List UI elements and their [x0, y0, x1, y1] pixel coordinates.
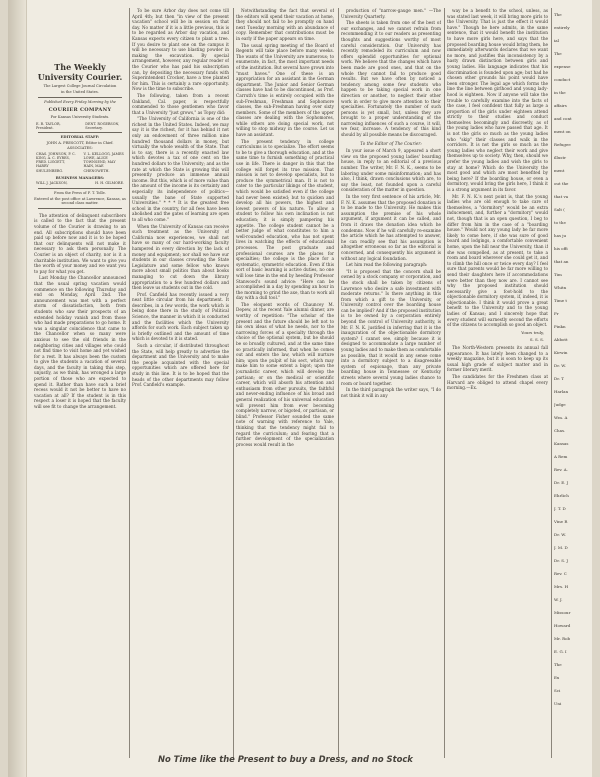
article-paragraph: When the University of Kansas can receive such treatment as the University of California now experiences, we shall not have so many of our hard-working faculty hampered in every direction by the lack of money and equipment; nor shall we have our students in our classes crowding the State Legislature and some fellow who knows more about small politics than about books managing to cut down the library appropriation to a few hundred dollars and then leave us students out in the cold. — [132, 223, 229, 291]
managing-editor: JOHN A. PRESCOTT, Editor in Chief. — [46, 140, 114, 145]
masthead-tagline-1: The Largest College Journal Circulation — [43, 84, 117, 88]
business-left: WILL J. JACKSON, — [36, 181, 68, 186]
cropped-line: The — [554, 662, 562, 667]
cropped-line: Salt ( — [554, 207, 565, 212]
cropped-line: Ehrlich — [554, 493, 569, 498]
masthead-divider — [38, 132, 122, 133]
masthead-for: For Kansas University Students. — [50, 115, 110, 120]
cropped-line: Dr. S. J — [554, 558, 568, 563]
masthead-divider — [38, 97, 122, 98]
cropped-line: Wm. A — [554, 415, 568, 420]
masthead-officers — [36, 122, 124, 130]
cropped-line: E. G. I — [554, 649, 567, 654]
article-paragraph: The candidates for the Freshmen class at Harvard are obliged to attend chapel every morning.—Ex. — [447, 374, 548, 391]
cropped-line: has ju — [554, 233, 567, 238]
cropped-line: Harlan — [554, 389, 569, 394]
letter-paragraph: Mr. F. N. K.'s next point is, that the young ladies who are old enough to take care of themselves, a "dormitory" would be an extra inducement, and, further a "dormitory" would not, though that is an open question, I beg to differ from him in the case of a "boarding house." Would not any young lady be far more likely to come here, if she was sure of good board and lodgings, a comfortable convenient home, upon the hill near the University, than if she was compelled, as at present, to take a room and board wherever she could get it, and to climb the hill once or twice every day? I feel sure that parents would be far more willing to send their daughters here if accommodations were better than they now are. I cannot see why the proposed institution should necessarily give a foot-hold to the objectionable dormitory system, if, indeed, it is objectionable. I think it would prove a great benefit to the University and to the young ladies of Kansas; and I sincerely hope that every student will earnestly second the efforts of the citizens to accomplish so good an object. — [447, 193, 548, 328]
article-paragraph: "The University of California is one of the richest in the United States. Indeed, we may say it is the richest, for it has behind it not only an endowment of three million nine hundred thousand dollars in money, but virtually the whole wealth of the State. That is to say, there is a recently enacted law which devotes a tax of one cent on the hundred dollars to the University; and as the rate at which the State is growing this will presently produce an immense annual income. But this, which is of more value than the amount of the income is its certainty and especially its independence of politics—usually the bane of State supported Universities." * * * It is the greatest free school in the country, for all fees have been abolished and the gates of learning are open to all who come." — [132, 116, 229, 222]
letter-paragraph: "It is proposed that the concern shall be owned by a stock company or corporation, and the stock shall be taken by citizens of Lawrence who desire a safe investment with moderate returns." Is there anything in this from which a gift to the University, or University control over the boarding house can be implied? And if the proposed institution is to be owned by a corporation entirely beyond the control of University authority, is Mr. F. N. K. justified in inferring that it is the inauguration of the objectionable dormitory system? I cannot see, simply because it is designed to accommodate a large number of young ladies and to make them as comfortable as possible, that it would in any sense come into a dormitory subject to a disagreeable system of espionage, than any private boarding house in Tennessee or Kentucky streets where several young ladies chance to room or board together. — [341, 268, 441, 386]
cropped-line: Uni — [554, 701, 562, 706]
cropped-line: Time t — [554, 298, 567, 303]
letter-paragraph: In the third paragraph the writer says, "I do not think it will in any — [341, 387, 441, 398]
newspaper-page — [8, 0, 592, 777]
column-rule — [444, 8, 445, 758]
associates-heading: ASSOCIATES: — [67, 146, 93, 151]
cropped-line: Kansas — [554, 441, 569, 446]
article-paragraph: The eloquent words of Chauncey M. Depew, at the recent Yale alumni dinner, are worthy of repetition: "The scholar of the present and the future should be left not to his own ideas of what he needs, nor to the narrowing forces of a specialty through the choice of the optional system, but he should be so broadly cultured, and at the same time so practically informed, that when he comes out and enters the law, which will nurture him; upon the pulpit of his sect, which may make him to some extent a bigot; upon the journalistic career, which will develop the partisan; or on the medical or scientific career, which will absorb his attention and enthusiasm from other pursuits, the faithful and never-ending influence of his broad and general realization of his universal education will prevent him from ever becoming completely narrow, or bigoted, or partisan, or blind." Professor Fisher sounded the same note of warning with reference to Yale, thinking that the tendency might fail to regard the curriculum; and fearing that a further development of the specialization process would result in the — [236, 301, 334, 447]
masthead-divider — [38, 208, 122, 209]
letter-signoff: Yours truly, — [521, 329, 544, 335]
cropped-line: entirely — [554, 25, 570, 30]
cropped-line: Whitn — [554, 285, 567, 290]
article-paragraph: production of "narrow-gauge men." —The University Quarterly. — [341, 8, 441, 19]
business-heading: BUSINESS MANAGERS: — [55, 175, 105, 180]
cropped-line: out the — [554, 181, 569, 186]
editorial-staff-heading: EDITORIAL STAFF: — [60, 135, 100, 140]
cropped-line: ment — [554, 168, 565, 173]
cropped-line: Refugee — [554, 142, 571, 147]
masthead-company: COURIER COMPANY — [48, 107, 112, 114]
cropped-line: Kirwin — [554, 350, 568, 355]
article-paragraph: The usual spring meeting of the Board of Regents will take place before many weeks. The wants of the University are numerous; to enumerate, in fact, the most important needs of the institution. But several have grown into "must haves." One of these is an appropriation for an assistant in the German department. The Junior and Senior German classes have had to be discontinued, as Prof. Carruth's time is entirely occupied with the sub-Freshman, Freshman and Sophomore classes, the sub-Freshman having over sixty members. Some of the members of the upper classes are dealing with the Sophomores, while others are doing special work, not willing to stop midway in the course. Let us have an assistant. — [236, 42, 334, 138]
masthead-entered: Entered at the post office at Lawrence, Kansas, as second class matter. — [34, 197, 126, 206]
cropped-line: J. M. D — [554, 545, 568, 550]
cropped-line: Mr. Rob — [554, 636, 571, 641]
cropped-line: to the — [554, 220, 566, 225]
cropped-line: ial — [554, 38, 559, 43]
letter-heading: To the Editor of The Courier: — [360, 140, 422, 146]
cropped-line: conduct — [554, 77, 571, 82]
article-paragraph: Prof. Canfield has recently issued a very neat little circular from his department. It describes, in a few words, the work which is being done there in the study of Political Science, the manner in which it is conducted and the facilities which the University affords for such work. Each subject taken up is briefly outlined and the amount of time which is devoted to it is stated. — [132, 291, 229, 342]
column-rule — [233, 8, 234, 758]
article-paragraph: To be sure Arbor day does not come till April 4th; but then "in view of the present vacation" school will be in session on that day. No matter if it is a little previous, this is to be regarded as Arbor day vacation, and Kansas expects every citizen to plant a tree. If you desire to plant one on the campus it will be necessary to use blasting powder in making the excavation. By special arrangement, however, any regular reader of the Courier who has paid his subscription can, by depositing the necessary funds with Superintendent Crocker, have a tree planted for him. This is certainly a rare opportunity. Now is the time to subscribe. — [132, 8, 229, 92]
cropped-line: illustr — [554, 155, 566, 160]
column-rule — [129, 8, 130, 758]
page-binding-edge — [8, 0, 27, 777]
cropped-line: Howard — [554, 623, 571, 628]
cropped-line: The — [554, 51, 562, 56]
cropped-line: Dr. E. J — [554, 480, 569, 485]
article-paragraph: Such a circular, if distributed throughout the State, will help greatly to advertise the department and the University and to make the people acquainted with the special opportunities which are offered here for study in this line. It is to be hoped that the heads of the other departments may follow Prof. Canfield's example. — [132, 343, 229, 388]
masthead-tagline-2: in the United States. — [61, 90, 99, 95]
cropped-line: Mrs. H — [554, 584, 569, 589]
cropped-line: in the — [554, 90, 566, 95]
column-rule — [338, 8, 339, 758]
cropped-line: The — [554, 12, 562, 17]
cropped-line: his offi — [554, 246, 568, 251]
column-4 — [341, 8, 441, 763]
cropped-line: J. T. D — [554, 506, 566, 511]
cropped-line: Rev. C — [554, 571, 567, 576]
cropped-line: that va — [554, 194, 569, 199]
masthead-published: Published Every Friday Morning by the — [44, 99, 116, 104]
cropped-line: affairs — [554, 103, 567, 108]
cropped-line: A Rem — [554, 454, 568, 459]
cropped-line: that an — [554, 259, 569, 264]
cropped-line: Chas. — [554, 428, 566, 433]
masthead-divider — [38, 188, 122, 189]
article-paragraph: The sheets is taken from one of the best of our exchanges, and we cannot refrain from recommending it to our readers as presenting thoughts and suggestions worthy of most careful consideration. Our University has recently remodeled its curriculum and now offers splendid opportunities for optional work. We believe that the changes which have been made are good ones, and that on the whole they cannot fail to produce good results. But we have often by noticed a tendency among some few students who happen to be taking special work in one direction or another, to neglect their other work in order to give more attention to their specialties. Fortunately the number of such persons is yet small, but, unless they are brought to a proper understanding of the narrowing influences of such a course, it will, we fear, increase. A tendency of this kind should by all possible means be discouraged. — [341, 20, 441, 138]
officer-president: E. R. TAYLOR, President. — [36, 121, 61, 130]
column-3 — [236, 8, 334, 763]
article-paragraph: The present tendency in college curriculums is to specialize. The effort seems to be to give a thorough education, and at the same time to furnish something of practical use in life. There is danger in this that the college will forget its true mission. That mission is not to develop specialists, but to produce the symmetrical man. It is not to cater to the particular likings of the student, which would be satisfied even if the college had never been existed; but to quicken and develop all his powers, the highest and lowest powers of his nature. To allow a student to follow his own inclination is not education; it is simply pampering his appetite. The college student cannot be a better judge of what constitutes to him a well-rounded education, who has not spent lives in watching the effects of educational processes. The post graduate and professional courses are the places for specialties; the college is the place for a systematic, symmetric education. Even if this sort of basic learning is active duties, no one will lose time in the end by heeding Professor Stanwood's sound advice: "Here can be accomplished in a day by spending an hour in the morning to grind the axe, than to work all day with a dull tool." — [236, 138, 334, 301]
column-5 — [447, 8, 548, 763]
cropped-line: Dr. T — [554, 376, 564, 381]
cropped-line: and cont — [554, 116, 572, 121]
article-paragraph: The attention of delinquent subscribers is called to the fact that the present volume of the Courier is drawing to an end. All subscriptions should have been paid up before now and it is to be hoped that our delinquents will not make it necessary to ask them personally. The Courier is an object of charity, nor is it a charitable institution. We want to give you the worth of your money and we want you to pay for what you get. — [34, 212, 126, 274]
cropped-line: Sci — [554, 688, 561, 693]
cropped-line: ment on — [554, 129, 571, 134]
officer-secretary: DENT. ROGERSON, Secretary. — [85, 121, 120, 130]
masthead — [34, 62, 126, 209]
cropped-line: Abbott — [554, 337, 568, 342]
footer-advertisement: No Time like the Present to buy a Dress, and no Stock — [158, 754, 413, 764]
cropped-line: Vine R — [554, 519, 568, 524]
cropped-line: Judge — [554, 402, 566, 407]
cropped-line: Missour — [554, 610, 571, 615]
cropped-line: expense — [554, 64, 571, 69]
letter-paragraph: way be a benefit to the school, unless, as was stated last week, it will bring more girls to the University. That is just the effect it would have." Though he here admits, in the same sentence, that it would benefit the institution to have more girls here, and says that the proposed boarding house would bring them, he immediately afterwards declares that we want no more, and justifies this inconsistency by a hasty drawn distinction between girls and young ladies. His language indicates that his discrimination is founded upon age; but had he chosen other grounds his point would have been stronger. The legal age which forms the line the line between girlhood and young lady-hood is eighteen. Now if anyone will take the trouble to carefully examine into the facts of the case, I feel confident that fully as large a proportion of the girls under eighteen attend strictly to their studies and conduct themselves becomingly and discreetly, as of the young ladies who have passed that age. It is not the girls so much as the young ladies who "skip" their classes and walk in the corridors. It is not the girls so much as the young ladies who neglect their work and give themselves up to society. Why, then, should we prefer the young ladies and wish the girls to stay at home? Which do the University the most good and which are most benefited by being here? If the boarding house, or even a dormitory, would bring the girls here, I think it is a strong argument in its favor. — [447, 8, 548, 192]
business-right: H. H. GILMORE. — [95, 181, 124, 186]
column-6-cropped — [554, 8, 590, 763]
associates-left: CHAS. JOHNSON, P. C. KING, A. C. EYRES, FRED. LIGGETT, HARRY SHULENBERG. — [36, 151, 76, 173]
masthead-title: The Weekly University Courier. — [37, 62, 123, 82]
article-paragraph: The North-Western presents its annual fall appearance. It has lately been changed to a weekly magazine, but it is soon to keep up its usual high grade of subject matter and in former literary merit. — [447, 345, 548, 373]
cropped-line: Dr. W. — [554, 363, 566, 368]
cropped-line: Rev. A. — [554, 467, 568, 472]
article-paragraph: Last Monday the Chancellor announced that the usual spring vacation would commence on the following Thursday and end on Monday, April 2nd. The announcement was met with a perfect storm of dissatisfaction, both from students who saw their prospects of an extended holiday vanish and from those who had made preparations to go home. It was a singular coincidence that came to the Chancellor when so many were anxious to see the old friends in the neighboring cities and villages who could not find time to visit home and yet wished for a rest. It has always been the custom to give the students a vacation of several days, and the faculty in taking this step, unjustly, as we think, has wronged a large portion of those who are expected to spend it. Rather than have such a brief recess would it not be better to have no vacation at all? If the student is in this respect a loser it is hoped that the faculty will see fit to change the arrangement. — [34, 275, 126, 410]
associates-list — [36, 152, 124, 173]
column-2 — [132, 8, 229, 763]
article-paragraph: Notwithstanding the fact that several of the editors will spend their vacation at home, they should not fail to be promptly on hand next Tuesday morning with an abundance of copy. Remember that contributions must be in early if the paper appears on time. — [236, 8, 334, 41]
cropped-line: Tim — [554, 272, 562, 277]
article-paragraph: The following, taken from a recent Oakland, Cal. paper, is respectfully commended to those gentlemen who favor that a University "just grows," as Topsy did: — [132, 92, 229, 115]
business-managers — [36, 181, 124, 185]
cropped-line: Ex — [554, 675, 560, 680]
cropped-line: W. J. — [554, 597, 563, 602]
letter-paragraph: In the very first sentence of his article, Mr. F. N. K. assumes that the proposed donation is to be made to the University. He makes this assumption the premise of his whole argument, if argument it can be called, and from it draws the donation idea which he condemns. Now if he will carefully re-examine the article which he has attempted to answer, he can readily see that his assumption is altogether erroneous so far as the editorial is concerned, and consequently his argument is without any logical foundation. — [341, 194, 441, 261]
column-rule — [551, 8, 552, 758]
cropped-line: Pinkn — [554, 324, 566, 329]
associates-right: V. L. KELLOGG, JAMES LOWE, ALICE TOWNSEND, MAY HAIN, MAE CHENOWETH. — [83, 151, 124, 173]
letter-signature: S. S. S. — [529, 337, 544, 343]
letter-paragraph: In your issue of March 9, appeared a short view on the proposed young ladies' boarding house, in reply to an editorial of a previous number. The writer, Mr. F. N. K., seems to be laboring under some misinformation; and has also, I think, drawn conclusions which are, to say the least, not founded upon a careful consideration of the matter in question. — [341, 148, 441, 193]
masthead-press: From the Press of F. T. Tolle. — [54, 190, 106, 195]
column-1 — [34, 8, 126, 763]
letter-paragraph: Let him read the following paragraph: — [346, 262, 428, 268]
cropped-line: Fr — [554, 311, 559, 316]
cropped-line: Dr. W. — [554, 532, 566, 537]
